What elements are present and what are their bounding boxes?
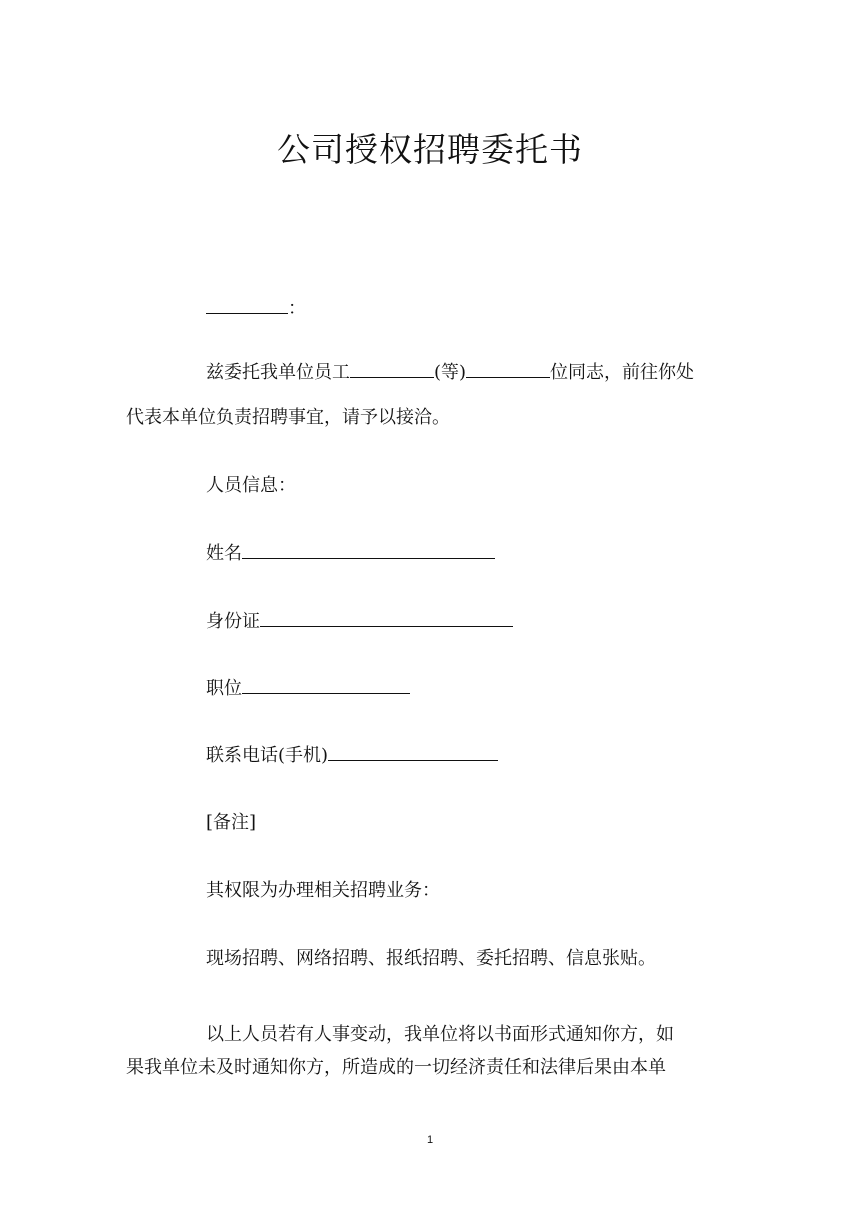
page-number: 1 [426,1134,434,1146]
personnel-info-heading: 人员信息： [206,475,296,496]
name-label: 姓名 [206,543,242,564]
id-card-blank [260,607,513,627]
remarks: [备注] [206,812,257,833]
phone-field [206,741,498,769]
phone-blank [328,741,498,761]
position-blank [242,674,410,694]
position-label: 职位 [206,678,242,699]
paragraph1-text-b: (等) [434,362,467,383]
salutation-colon: ： [288,298,306,319]
paragraph1-line2: 代表本单位负责招聘事宜，请予以接洽。 [126,407,450,428]
authority-heading: 其权限为办理相关招聘业务： [206,880,440,901]
paragraph1-line1 [206,358,694,386]
authority-items: 现场招聘、网络招聘、报纸招聘、委托招聘、信息张贴。 [206,948,656,969]
name-blank [242,539,495,559]
paragraph1-text-c: 位同志，前往你处 [550,362,695,383]
phone-label: 联系电话(手机) [206,745,329,766]
id-card-field [206,607,513,635]
employee-blank [350,358,434,378]
final-paragraph-line1: 以上人员若有人事变动，我单位将以书面形式通知你方，如 [206,1024,674,1045]
id-card-label: 身份证 [206,611,260,632]
name-field [206,539,495,567]
paragraph1-text-a: 兹委托我单位员工 [206,362,350,383]
recipient-blank [206,294,288,314]
document-title: 公司授权招聘委托书 [277,130,583,169]
final-paragraph-line2: 果我单位未及时通知你方，所造成的一切经济责任和法律后果由本单 [126,1057,666,1078]
position-field [206,674,410,702]
salutation-line [206,294,306,322]
count-blank [466,358,550,378]
